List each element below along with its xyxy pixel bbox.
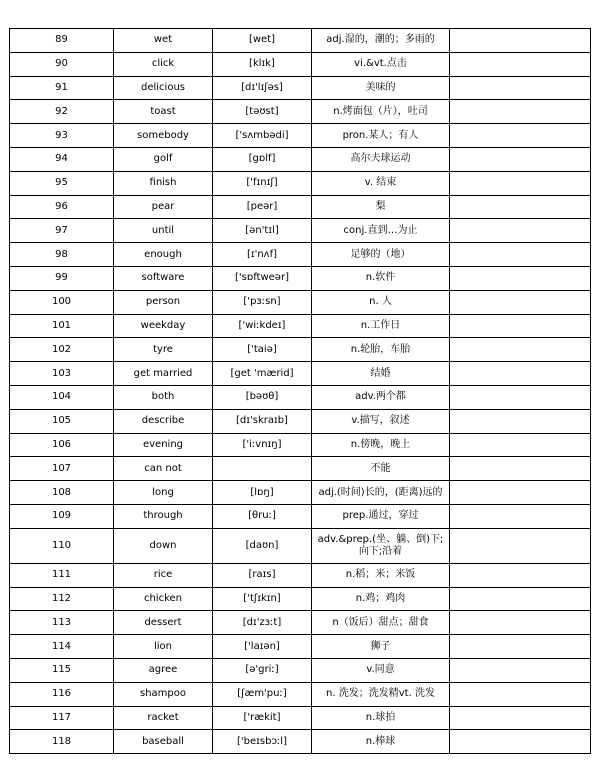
entry-phonetic: [gɒlf]	[213, 147, 312, 171]
table-row	[10, 124, 591, 148]
entry-extra	[450, 52, 591, 76]
entry-word: lion	[114, 635, 213, 659]
table-row	[10, 100, 591, 124]
entry-number: 98	[10, 243, 114, 267]
entry-number: 94	[10, 147, 114, 171]
entry-meaning: 高尔夫球运动	[312, 147, 450, 171]
table-row	[10, 457, 591, 481]
entry-meaning: 美味的	[312, 76, 450, 100]
entry-phonetic: [raɪs]	[213, 563, 312, 587]
entry-number: 115	[10, 658, 114, 682]
entry-word: describe	[114, 409, 213, 433]
entry-number: 104	[10, 385, 114, 409]
vocabulary-table-body	[10, 29, 591, 754]
vocabulary-table	[9, 28, 591, 754]
entry-number: 102	[10, 338, 114, 362]
entry-phonetic: ['laɪən]	[213, 635, 312, 659]
entry-word: shampoo	[114, 682, 213, 706]
entry-number: 116	[10, 682, 114, 706]
entry-meaning: adj.(时间)长的，(距离)远的	[312, 481, 450, 505]
entry-meaning: n.棒球	[312, 730, 450, 754]
table-row	[10, 266, 591, 290]
entry-word: both	[114, 385, 213, 409]
entry-phonetic: ['wiːkdeɪ]	[213, 314, 312, 338]
entry-phonetic: [θruː]	[213, 504, 312, 528]
entry-meaning: n.烤面包（片），吐司	[312, 100, 450, 124]
entry-extra	[450, 433, 591, 457]
table-row	[10, 635, 591, 659]
table-row	[10, 52, 591, 76]
entry-extra	[450, 457, 591, 481]
entry-word: weekday	[114, 314, 213, 338]
table-row	[10, 290, 591, 314]
entry-phonetic: ['pɜːsn]	[213, 290, 312, 314]
entry-word: chicken	[114, 587, 213, 611]
entry-meaning: n（饭后）甜点；甜食	[312, 611, 450, 635]
entry-word: racket	[114, 706, 213, 730]
table-row	[10, 338, 591, 362]
entry-extra	[450, 338, 591, 362]
entry-extra	[450, 219, 591, 243]
entry-meaning: prep.通过，穿过	[312, 504, 450, 528]
table-row	[10, 409, 591, 433]
table-row	[10, 195, 591, 219]
entry-meaning: 结婚	[312, 362, 450, 386]
entry-extra	[450, 682, 591, 706]
entry-meaning: 梨	[312, 195, 450, 219]
entry-phonetic: [lɒŋ]	[213, 481, 312, 505]
entry-phonetic: ['sɒftweər]	[213, 266, 312, 290]
entry-phonetic: [dɪ'skraɪb]	[213, 409, 312, 433]
entry-meaning: n.鸡；鸡肉	[312, 587, 450, 611]
entry-number: 97	[10, 219, 114, 243]
entry-phonetic: ['taiə]	[213, 338, 312, 362]
entry-extra	[450, 385, 591, 409]
entry-meaning: v. 结束	[312, 171, 450, 195]
entry-word: evening	[114, 433, 213, 457]
entry-phonetic: [dɪ'zɜːt]	[213, 611, 312, 635]
entry-extra	[450, 243, 591, 267]
entry-phonetic: ['rækit]	[213, 706, 312, 730]
entry-phonetic: [ʃæm'puː]	[213, 682, 312, 706]
entry-extra	[450, 100, 591, 124]
table-row	[10, 219, 591, 243]
entry-meaning: 狮子	[312, 635, 450, 659]
table-row	[10, 76, 591, 100]
entry-extra	[450, 290, 591, 314]
entry-number: 101	[10, 314, 114, 338]
entry-word: long	[114, 481, 213, 505]
entry-phonetic: [ɪ'nʌf]	[213, 243, 312, 267]
entry-phonetic: [ə'griː]	[213, 658, 312, 682]
entry-phonetic: [peər]	[213, 195, 312, 219]
entry-phonetic: [bəʊθ]	[213, 385, 312, 409]
entry-meaning: n.球拍	[312, 706, 450, 730]
table-row	[10, 314, 591, 338]
entry-number: 106	[10, 433, 114, 457]
entry-word: baseball	[114, 730, 213, 754]
entry-word: golf	[114, 147, 213, 171]
entry-number: 112	[10, 587, 114, 611]
entry-word: rice	[114, 563, 213, 587]
table-row	[10, 243, 591, 267]
entry-extra	[450, 563, 591, 587]
entry-extra	[450, 528, 591, 563]
table-row	[10, 385, 591, 409]
entry-number: 92	[10, 100, 114, 124]
entry-meaning: n.工作日	[312, 314, 450, 338]
entry-meaning: vi.&vt.点击	[312, 52, 450, 76]
entry-meaning: adv.&prep.(坐、躺、倒)下;向下;沿着	[312, 528, 450, 563]
entry-word: software	[114, 266, 213, 290]
entry-phonetic: [get 'mærid]	[213, 362, 312, 386]
table-row	[10, 682, 591, 706]
table-row	[10, 481, 591, 505]
table-row	[10, 706, 591, 730]
entry-word: click	[114, 52, 213, 76]
entry-number: 105	[10, 409, 114, 433]
entry-number: 107	[10, 457, 114, 481]
table-row	[10, 563, 591, 587]
entry-word: until	[114, 219, 213, 243]
entry-meaning: n.傍晚，晚上	[312, 433, 450, 457]
entry-extra	[450, 314, 591, 338]
entry-phonetic: [təʊst]	[213, 100, 312, 124]
entry-word: get married	[114, 362, 213, 386]
entry-word: enough	[114, 243, 213, 267]
entry-extra	[450, 195, 591, 219]
entry-extra	[450, 171, 591, 195]
entry-meaning: conj.直到…为止	[312, 219, 450, 243]
entry-number: 111	[10, 563, 114, 587]
entry-extra	[450, 29, 591, 53]
entry-word: agree	[114, 658, 213, 682]
table-row	[10, 171, 591, 195]
entry-phonetic	[213, 457, 312, 481]
entry-number: 95	[10, 171, 114, 195]
table-row	[10, 147, 591, 171]
table-row	[10, 611, 591, 635]
entry-number: 110	[10, 528, 114, 563]
entry-meaning: 不能	[312, 457, 450, 481]
entry-number: 93	[10, 124, 114, 148]
entry-extra	[450, 706, 591, 730]
entry-word: pear	[114, 195, 213, 219]
entry-meaning: pron.某人；有人	[312, 124, 450, 148]
entry-word: delicious	[114, 76, 213, 100]
entry-meaning: n.软件	[312, 266, 450, 290]
entry-phonetic: ['beɪsbɔːl]	[213, 730, 312, 754]
entry-word: somebody	[114, 124, 213, 148]
entry-phonetic: ['sʌmbədi]	[213, 124, 312, 148]
table-row	[10, 433, 591, 457]
entry-extra	[450, 504, 591, 528]
entry-word: tyre	[114, 338, 213, 362]
entry-word: dessert	[114, 611, 213, 635]
entry-number: 117	[10, 706, 114, 730]
entry-phonetic: ['iːvnɪŋ]	[213, 433, 312, 457]
entry-phonetic: [daʊn]	[213, 528, 312, 563]
entry-extra	[450, 658, 591, 682]
entry-meaning: n.稻；米；米饭	[312, 563, 450, 587]
table-row	[10, 504, 591, 528]
entry-number: 96	[10, 195, 114, 219]
entry-meaning: n. 洗发；洗发精vt. 洗发	[312, 682, 450, 706]
entry-word: person	[114, 290, 213, 314]
entry-number: 90	[10, 52, 114, 76]
entry-meaning: 足够的（地）	[312, 243, 450, 267]
entry-number: 114	[10, 635, 114, 659]
entry-extra	[450, 362, 591, 386]
entry-number: 109	[10, 504, 114, 528]
entry-number: 113	[10, 611, 114, 635]
entry-word: through	[114, 504, 213, 528]
entry-word: toast	[114, 100, 213, 124]
entry-phonetic: ['fɪnɪʃ]	[213, 171, 312, 195]
entry-number: 108	[10, 481, 114, 505]
entry-extra	[450, 611, 591, 635]
table-row	[10, 362, 591, 386]
entry-word: can not	[114, 457, 213, 481]
entry-extra	[450, 147, 591, 171]
entry-number: 118	[10, 730, 114, 754]
entry-number: 91	[10, 76, 114, 100]
entry-word: wet	[114, 29, 213, 53]
entry-extra	[450, 266, 591, 290]
entry-meaning: v.描写，叙述	[312, 409, 450, 433]
table-row	[10, 528, 591, 563]
entry-phonetic: ['tʃɪkɪn]	[213, 587, 312, 611]
entry-meaning: adv.两个都	[312, 385, 450, 409]
entry-word: down	[114, 528, 213, 563]
entry-number: 103	[10, 362, 114, 386]
entry-meaning: adj.湿的，潮的；多雨的	[312, 29, 450, 53]
table-row	[10, 29, 591, 53]
entry-phonetic: [wet]	[213, 29, 312, 53]
entry-number: 99	[10, 266, 114, 290]
entry-meaning: n.轮胎，车胎	[312, 338, 450, 362]
entry-meaning: n. 人	[312, 290, 450, 314]
entry-phonetic: [ən'tɪl]	[213, 219, 312, 243]
table-row	[10, 730, 591, 754]
entry-extra	[450, 124, 591, 148]
entry-phonetic: [klɪk]	[213, 52, 312, 76]
entry-extra	[450, 587, 591, 611]
entry-word: finish	[114, 171, 213, 195]
entry-extra	[450, 76, 591, 100]
table-row	[10, 658, 591, 682]
table-row	[10, 587, 591, 611]
entry-extra	[450, 481, 591, 505]
entry-number: 89	[10, 29, 114, 53]
entry-extra	[450, 730, 591, 754]
entry-phonetic: [dɪ'lɪʃəs]	[213, 76, 312, 100]
entry-extra	[450, 635, 591, 659]
entry-number: 100	[10, 290, 114, 314]
entry-meaning: v.同意	[312, 658, 450, 682]
entry-extra	[450, 409, 591, 433]
